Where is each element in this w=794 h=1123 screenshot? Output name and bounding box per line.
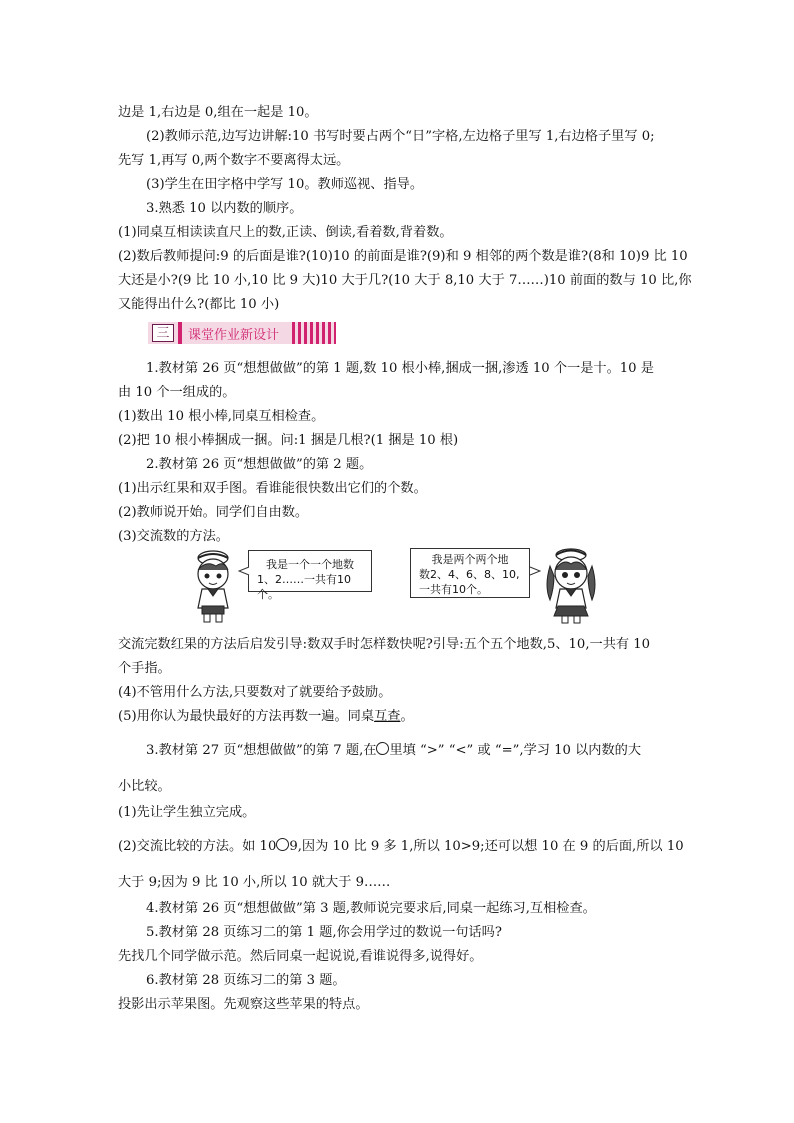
bubble-text: 1、2……一共有10个。 — [257, 573, 351, 601]
text-line: 6.教材第 28 页练习二的第 3 题。 — [146, 973, 346, 988]
text-line: 交流完数红果的方法后启发引导:数双手时怎样数快呢?引导:五个五个地数,5、10,一共有 10 — [118, 637, 651, 652]
girl-speech-bubble — [410, 548, 530, 598]
bubble-pointer — [238, 566, 250, 576]
text-line: (1)先让学生独立完成。 — [118, 805, 256, 820]
text-line: 先找几个同学做示范。然后同桌一起说说,看谁说得多,说得好。 — [118, 949, 483, 964]
section-banner — [148, 322, 336, 344]
text-line: 又能得出什么?(都比 10 小) — [118, 297, 280, 312]
text-line: 4.教材第 26 页“想想做做”第 3 题,教师说完要求后,同桌一起练习,互相检查。 — [146, 901, 596, 916]
text-line: 2.教材第 26 页“想想做做”的第 2 题。 — [146, 457, 373, 472]
bubble-text: 我是一个一个地数 — [266, 558, 354, 571]
text-line: 投影出示苹果图。先观察这些苹果的特点。 — [118, 997, 369, 1012]
text-line: (3)学生在田字格中学写 10。教师巡视、指导。 — [146, 177, 424, 192]
banner-accent-bar — [178, 322, 182, 344]
text-line: (4)不管用什么方法,只要数对了就要给予鼓励。 — [118, 685, 392, 700]
text-line: 5.教材第 28 页练习二的第 1 题,你会用学过的数说一句话吗? — [146, 925, 502, 940]
section-number: 三 — [152, 324, 174, 342]
text-line: 3.熟悉 10 以内数的顺序。 — [146, 201, 303, 216]
bubble-text: 一共有10个。 — [419, 583, 488, 596]
text-segment: (2)交流比较的方法。如 10 — [118, 839, 277, 854]
boy-illustration — [186, 548, 240, 624]
text-line: 个手指。 — [118, 661, 171, 676]
text-line — [146, 742, 641, 760]
text-line: 边是 1,右边是 0,组在一起是 10。 — [118, 105, 318, 120]
girl-illustration — [540, 546, 602, 624]
text-line — [118, 708, 414, 726]
banner-stripes — [292, 322, 336, 344]
text-segment: (5)用你认为最快最好的方法再数一遍。同桌 — [118, 709, 375, 724]
text-line: (2)教师说开始。同学们自由数。 — [118, 505, 309, 520]
text-line: 大还是小?(9 比 10 小,10 比 9 大)10 大于几?(10 大于 8,10 大于 7……)10 前面的数与 10 比,你 — [118, 273, 692, 288]
text-line: (1)同桌互相读读直尺上的数,正读、倒读,看着数,背着数。 — [118, 225, 453, 240]
text-line — [118, 838, 684, 856]
text-line: (1)出示红果和双手图。看谁能很快数出它们的个数。 — [118, 481, 427, 496]
bubble-text: 数2、4、6、8、10, — [419, 568, 520, 581]
text-segment: 9,因为 10 比 9 多 1,所以 10>9;还可以想 10 在 9 的后面,所以 10 — [289, 839, 684, 854]
text-segment: 3.教材第 27 页“想想做做”的第 7 题,在 — [146, 743, 377, 758]
text-line: (3)交流数的方法。 — [118, 529, 229, 544]
text-line: (2)数后教师提问:9 的后面是谁?(10)10 的前面是谁?(9)和 9 相邻的两个数是谁?(8和 10)9 比 10 — [118, 249, 688, 264]
blank-circle-icon — [276, 838, 289, 851]
text-line: 小比较。 — [118, 779, 171, 794]
text-line: (1)数出 10 根小棒,同桌互相检查。 — [118, 409, 325, 424]
boy-speech-bubble — [248, 550, 372, 601]
text-line: 由 10 个一组成的。 — [118, 385, 236, 400]
underlined-text: 互查 — [374, 709, 401, 724]
text-line: 先写 1,再写 0,两个数字不要离得太远。 — [118, 153, 350, 168]
text-segment: 里填 “>” “<” 或 “=”,学习 10 以内数的大 — [389, 743, 642, 758]
section-title: 课堂作业新设计 — [188, 327, 280, 343]
text-line: (2)把 10 根小棒捆成一捆。问:1 捆是几根?(1 捆是 10 根) — [118, 433, 459, 448]
text-segment: 。 — [400, 709, 414, 724]
text-line: 1.教材第 26 页“想想做做”的第 1 题,数 10 根小棒,捆成一捆,渗透 10 个一是十。10 是 — [146, 361, 654, 376]
text-line: (2)教师示范,边写边讲解:10 书写时要占两个“日”字格,左边格子里写 1,右边格子里写 0; — [146, 129, 655, 144]
bubble-text: 我是两个两个地 — [431, 553, 509, 566]
blank-circle-icon — [376, 742, 389, 755]
text-line: 大于 9;因为 9 比 10 小,所以 10 就大于 9…… — [118, 875, 391, 890]
